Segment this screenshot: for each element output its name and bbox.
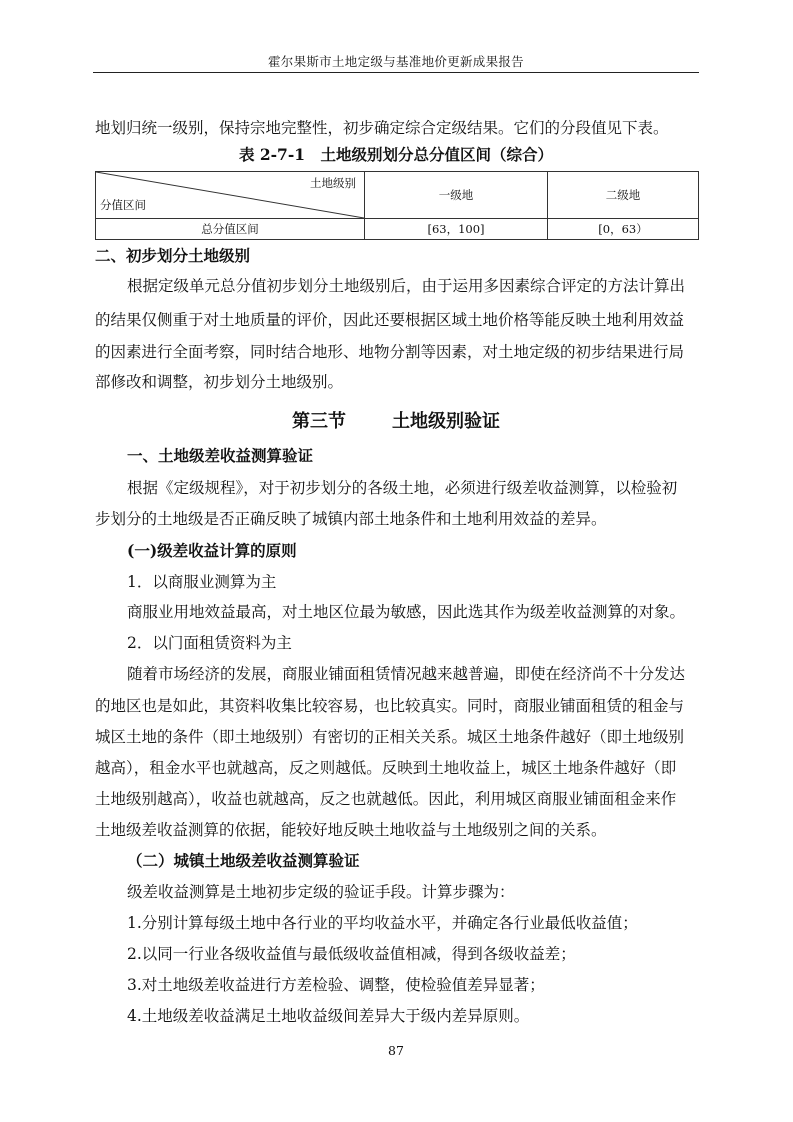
section-name: 土地级别验证 bbox=[392, 411, 500, 432]
subheading-principles: (一)级差收益计算的原则 bbox=[127, 541, 297, 560]
list-item: 2．以门面租赁资料为主 bbox=[127, 634, 292, 652]
row-label: 总分值区间 bbox=[96, 219, 365, 240]
paragraph-line: 商服业用地效益最高，对土地区位最为敏感，因此选其作为级差收益测算的对象。 bbox=[127, 603, 686, 621]
corner-label-level: 土地级别 bbox=[310, 176, 356, 190]
paragraph-line: 的地区也是如此，其资料收集比较容易，也比较真实。同时，商服业铺面租赁的租金与 bbox=[95, 697, 685, 715]
paragraph-line: 土地级别越高），收益也就越高，反之也就越低。因此，利用城区商服业铺面租金来作 bbox=[95, 790, 677, 808]
paragraph-line: 的结果仅侧重于对土地质量的评价，因此还要根据区域土地价格等能反映土地利用效益 bbox=[95, 311, 685, 329]
column-header-level1: 一级地 bbox=[365, 172, 548, 219]
paragraph-line: 部修改和调整，初步划分土地级别。 bbox=[95, 373, 344, 391]
paragraph-line: 城区土地的条件（即土地级别）有密切的正相关关系。城区土地条件越好（即土地级别 bbox=[95, 728, 685, 746]
table-row bbox=[96, 219, 699, 240]
paragraph-line: 土地级差收益测算的依据，能较好地反映土地收益与土地级别之间的关系。 bbox=[95, 821, 607, 839]
table-corner-cell bbox=[96, 172, 365, 219]
running-header: 霍尔果斯市土地定级与基准地价更新成果报告 bbox=[267, 54, 524, 69]
paragraph-line: 越高），租金水平也就越高，反之则越低。反映到土地收益上，城区土地条件越好（即 bbox=[95, 759, 677, 777]
paragraph-line: 步划分的土地级是否正确反映了城镇内部土地条件和土地利用效益的差异。 bbox=[95, 510, 607, 528]
subheading-verification: （二）城镇土地级差收益测算验证 bbox=[127, 851, 360, 870]
heading-preliminary-division: 二、初步划分土地级别 bbox=[95, 246, 251, 265]
paragraph-line: 级差收益测算是土地初步定级的验证手段。计算步骤为： bbox=[127, 883, 515, 901]
cell-level1-range: [63，100] bbox=[365, 219, 548, 240]
step-item: 4.土地级差收益满足土地收益级间差异大于级内差异原则。 bbox=[127, 1007, 530, 1025]
corner-label-range: 分值区间 bbox=[100, 198, 146, 212]
page-number: 87 bbox=[388, 1043, 404, 1058]
column-header-level2: 二级地 bbox=[548, 172, 699, 219]
step-item: 1.分别计算每级土地中各行业的平均收益水平，并确定各行业最低收益值； bbox=[127, 914, 638, 932]
paragraph-line: 根据《定级规程》，对于初步划分的各级土地，必须进行级差收益测算，以检验初 bbox=[127, 479, 678, 497]
list-item: 1．以商服业测算为主 bbox=[127, 573, 277, 591]
step-item: 3.对土地级差收益进行方差检验、调整，使检验值差异显著； bbox=[127, 976, 545, 994]
paragraph-line: 地划归统一级别，保持宗地完整性，初步确定综合定级结果。它们的分段值见下表。 bbox=[95, 119, 669, 137]
paragraph-line: 随着市场经济的发展，商服业铺面租赁情况越来越普遍，即使在经济尚不十分发达 bbox=[127, 665, 686, 683]
header-rule bbox=[93, 72, 699, 73]
score-range-table bbox=[95, 171, 699, 240]
paragraph-line: 根据定级单元总分值初步划分土地级别后，由于运用多因素综合评定的方法计算出 bbox=[127, 277, 686, 295]
cell-level2-range: [0，63） bbox=[548, 219, 699, 240]
heading-differential-income: 一、土地级差收益测算验证 bbox=[127, 446, 314, 465]
paragraph-line: 的因素进行全面考察，同时结合地形、地物分割等因素，对土地定级的初步结果进行局 bbox=[95, 343, 685, 361]
section-title bbox=[93, 407, 699, 433]
table-caption: 表 2-7-1 土地级别划分总分值区间（综合） bbox=[238, 145, 554, 164]
section-number: 第三节 bbox=[292, 411, 346, 432]
step-item: 2.以同一行业各级收益值与最低级收益值相减，得到各级收益差； bbox=[127, 945, 576, 963]
